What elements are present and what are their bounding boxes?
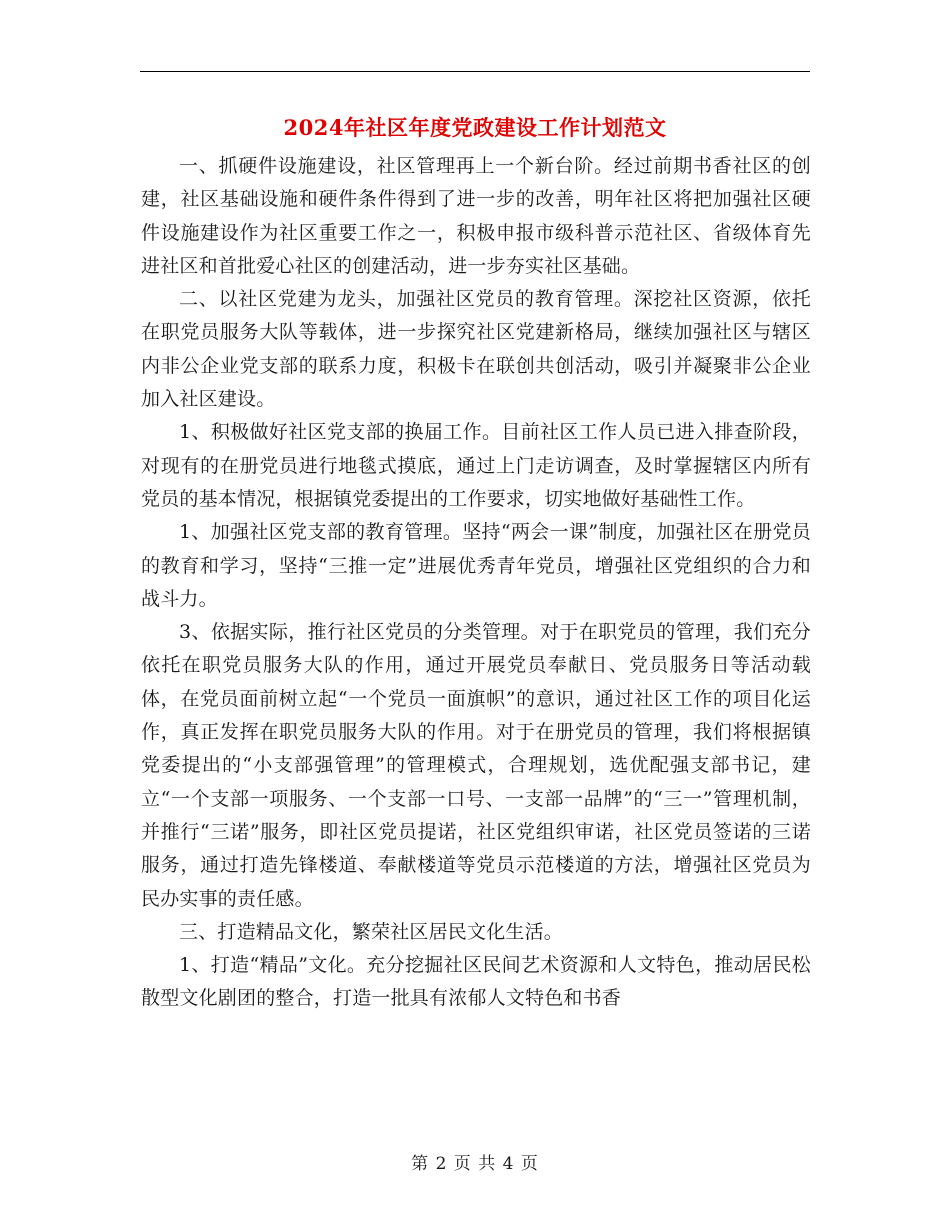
paragraph-6: 三、打造精品文化，繁荣社区居民文化生活。 bbox=[179, 920, 564, 943]
page-number: 第 2 页 共 4 页 bbox=[411, 1154, 539, 1174]
document-title: 2024年社区年度党政建设工作计划范文 bbox=[283, 115, 667, 140]
document-body bbox=[141, 150, 811, 1016]
paragraph-3: 1、积极做好社区党支部的换届工作。目前社区工作人员已进入排查阶段，对现有的在册党员进行地毯式摸底，通过上门走访调查，及时掌握辖区内所有党员的基本情况，根据镇党委提出的工作要求，切实地做好基础性工作。 bbox=[141, 421, 811, 510]
paragraph-2: 二、以社区党建为龙头，加强社区党员的教育管理。深挖社区资源，依托在职党员服务大队等载体，进一步探究社区党建新格局，继续加强社区与辖区内非公企业党支部的联系力度，积极卡在联创共创活动，吸引并凝聚非公企业加入社区建设。 bbox=[141, 288, 811, 411]
paragraph-1: 一、抓硬件设施建设，社区管理再上一个新台阶。经过前期书香社区的创建，社区基础设施和硬件条件得到了进一步的改善，明年社区将把加强社区硬件设施建设作为社区重要工作之一，积极申报市级科普示范社区、省级体育先进社区和首批爱心社区的创建活动，进一步夯实社区基础。 bbox=[141, 155, 811, 277]
paragraph-5: 3、依据实际，推行社区党员的分类管理。对于在职党员的管理，我们充分依托在职党员服务大队的作用，通过开展党员奉献日、党员服务日等活动载体，在党员面前树立起“一个党员一面旗帜”的意识，通过社区工作的项目化运作，真正发挥在职党员服务大队的作用。对于在册党员的管理，我们将根据镇党委提出的“小支部强管理”的管理模式，合理规划，选优配强支部书记，建立“一个支部一项服务、一个支部一口号、一支部一品牌”的“三一”管理机制，并推行“三诺”服务，即社区党员提诺，社区党组织审诺，社区党员签诺的三诺服务，通过打造先锋楼道、奉献楼道等党员示范楼道的方法，增强社区党员为民办实事的责任感。 bbox=[141, 621, 811, 910]
paragraph-4: 1、加强社区党支部的教育管理。坚持“两会一课”制度，加强社区在册党员的教育和学习，坚持“三推一定”进展优秀青年党员，增强社区党组织的合力和战斗力。 bbox=[141, 521, 811, 610]
paragraph-7: 1、打造“精品”文化。充分挖掘社区民间艺术资源和人文特色，推动居民松散型文化剧团的整合，打造一批具有浓郁人文特色和书香 bbox=[141, 954, 811, 1010]
header-rule bbox=[140, 71, 810, 72]
